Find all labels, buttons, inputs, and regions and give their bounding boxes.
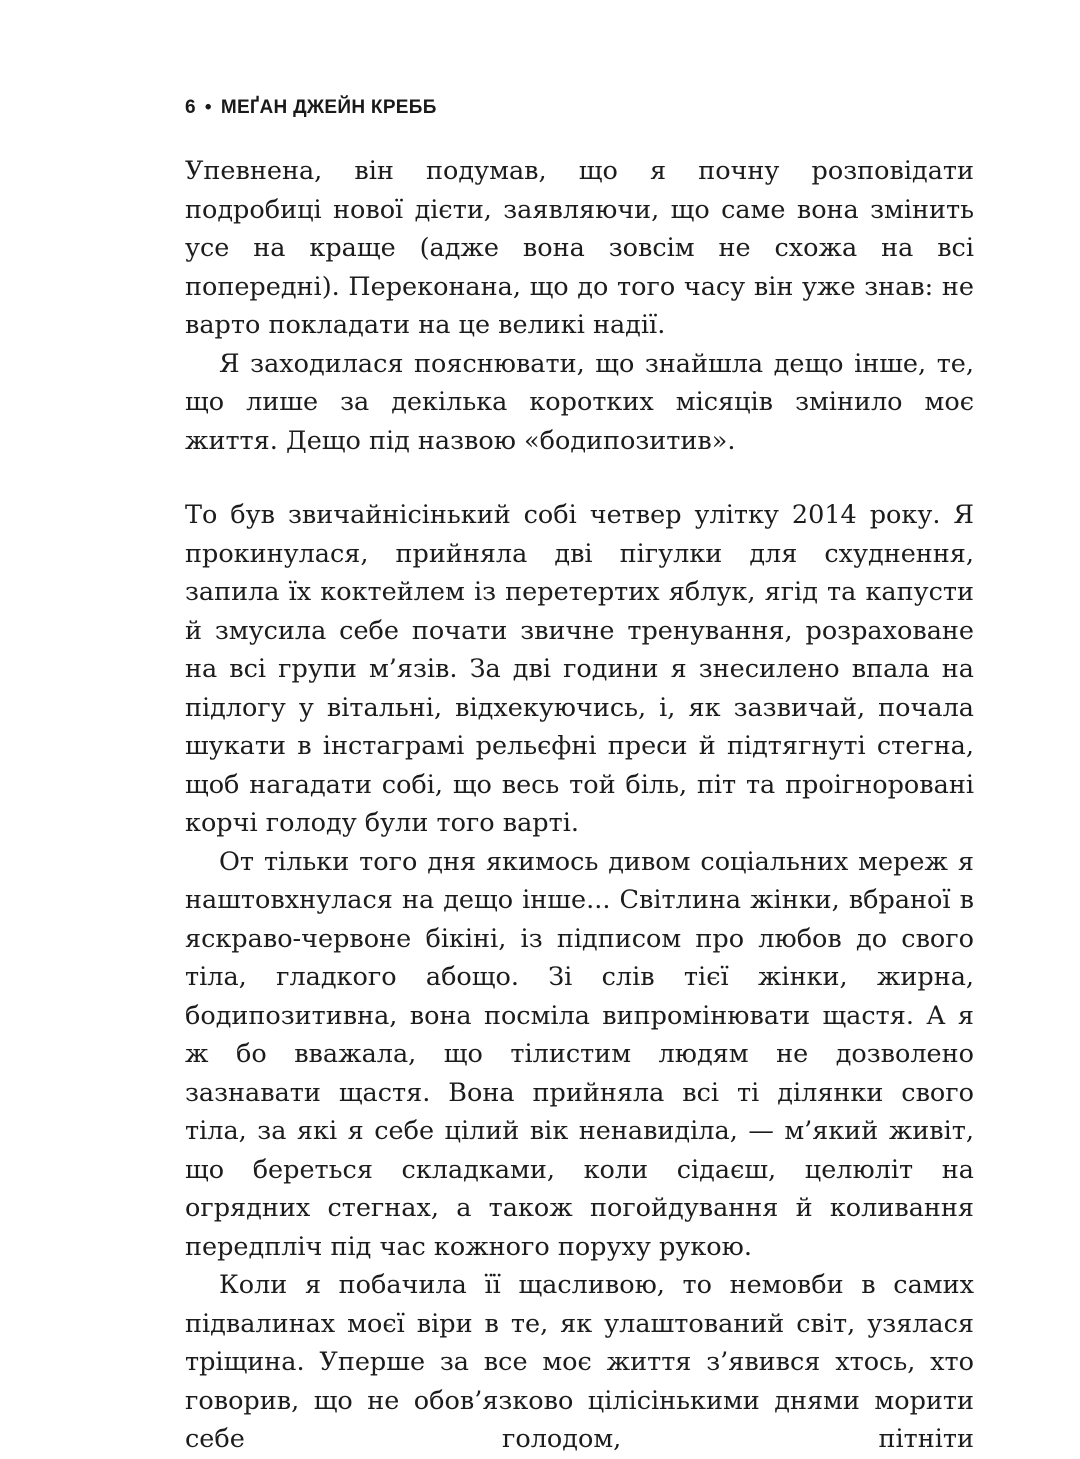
running-head — [185, 97, 437, 119]
text-section-1 — [185, 152, 974, 460]
paragraph: От тільки того дня якимось дивом соціальних мереж я наштовхнулася на дещо інше... Світлина жінки, вбраної в яскраво-червоне бікіні, із підписом про любов до свого тіла, гладкого абощо. Зі слів тієї жінки, жирна, бодипозитивна, вона посміла випромінювати щастя. А я ж бо вважала, що тілистим людям не дозволено зазнавати щастя. Вона прийняла всі ті ділянки свого тіла, за які я себе цілий вік ненавиділа, — м’який живіт, що береться складками, коли сідаєш, целюліт на огрядних стегнах, а також погойдування й коливання передпліч під час кожного поруху рукою. — [185, 846, 974, 1262]
author-name: МЕҐАН ДЖЕЙН КРЕББ — [220, 97, 437, 118]
paragraph: Я заходилася пояснювати, що знайшла дещо інше, те, що лише за декілька коротких місяців змінило моє життя. Дещо під назвою «бодипозитив». — [185, 348, 974, 456]
paragraph: То був звичайнісінький собі четвер улітку 2014 року. Я прокинулася, прийняла дві пігулки для схуднення, запила їх коктейлем із перетертих яблук, ягід та капусти й змусила себе почати звичне тренування, розраховане на всі групи м’язів. За дві години я знесилено впала на підлогу у вітальні, відхекуючись, і, як зазвичай, почала шукати в інстаграмі рельєфні преси й підтягнуті стегна, щоб нагадати собі, що весь той біль, піт та проігноровані корчі голоду були того варті. — [185, 500, 974, 838]
header-separator: • — [204, 97, 212, 118]
paragraph: Коли я побачила її щасливою, то немовби в самих підвалинах моєї віри в те, як улаштований світ, узялася тріщина. Уперше за все моє життя з’явився хтось, хто говорив, що не обов’язково цілісінькими днями морити себе голодом, пітніти — [185, 1270, 974, 1454]
text-section-2 — [185, 496, 974, 1459]
page-number: 6 — [185, 97, 196, 118]
paragraph: Упевнена, він подумав, що я почну розповідати подробиці нової дієти, заявляючи, що саме вона змінить усе на краще (адже вона зовсім не схожа на всі попередні). Переконана, що до того часу він уже знав: не варто покладати на це великі надії. — [185, 156, 974, 340]
